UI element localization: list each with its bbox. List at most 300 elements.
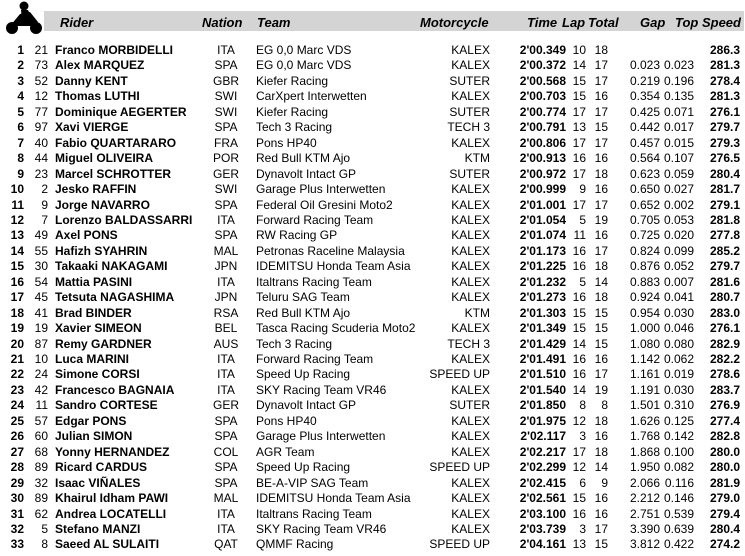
table-row xyxy=(0,259,745,274)
lap-time-cell: 2'00.568 xyxy=(519,73,566,88)
rider-name-cell: Hafizh SYAHRIN xyxy=(55,243,148,258)
nation-cell: ITA xyxy=(217,382,235,397)
rider-number-cell: 62 xyxy=(34,506,48,521)
lap-cell: 16 xyxy=(572,506,586,521)
rider-number-cell: 41 xyxy=(34,305,48,320)
lap-cell: 15 xyxy=(572,305,586,320)
lap-cell: 10 xyxy=(572,43,586,57)
gap-to-first-cell: 0.457 xyxy=(629,135,660,150)
table-row xyxy=(0,460,745,475)
header-motorcycle: Motorcycle xyxy=(420,15,489,30)
rider-name-cell: Xavi VIERGE xyxy=(55,120,129,135)
lap-time-cell: 2'02.217 xyxy=(519,444,566,459)
gap-to-previous-cell: 0.041 xyxy=(663,290,694,305)
top-speed-cell: 278.6 xyxy=(709,367,740,382)
top-speed-cell: 280.4 xyxy=(709,166,740,181)
top-speed-cell: 279.7 xyxy=(709,259,740,274)
team-cell: Garage Plus Interwetten xyxy=(256,429,386,444)
lap-time-cell: 2'00.703 xyxy=(519,89,566,104)
nation-cell: POR xyxy=(212,151,239,166)
top-speed-cell: 277.8 xyxy=(709,228,740,243)
position-cell: 7 xyxy=(17,135,24,150)
lap-cell: 17 xyxy=(572,197,586,212)
position-cell: 8 xyxy=(17,151,24,166)
nation-cell: ITA xyxy=(217,367,235,382)
rider-name-cell: Saeed AL SULAITI xyxy=(55,537,160,552)
gap-to-first-cell: 0.725 xyxy=(629,228,660,243)
position-cell: 6 xyxy=(17,120,24,135)
gap-to-first-cell: 1.768 xyxy=(629,429,660,444)
position-cell: 3 xyxy=(17,73,24,88)
nation-cell: ITA xyxy=(217,43,235,57)
gap-to-first-cell: 3.390 xyxy=(629,521,660,536)
gap-to-first-cell: 0.705 xyxy=(629,212,660,227)
motorcycle-cell: SUTER xyxy=(449,73,490,88)
rider-name-cell: Lorenzo BALDASSARRI xyxy=(55,212,193,227)
top-speed-cell: 282.2 xyxy=(709,352,740,366)
motorcycle-cell: TECH 3 xyxy=(447,336,490,351)
total-laps-cell: 17 xyxy=(594,104,608,119)
rider-name-cell: Andrea LOCATELLI xyxy=(55,506,167,521)
team-cell: Forward Racing Team xyxy=(256,352,374,366)
position-cell: 17 xyxy=(10,290,24,305)
gap-to-first-cell: 1.000 xyxy=(629,321,660,336)
gap-to-first-cell: 2.212 xyxy=(629,491,660,506)
position-cell: 2 xyxy=(17,58,24,73)
rider-number-cell: 87 xyxy=(34,336,48,351)
lap-cell: 13 xyxy=(572,537,586,552)
lap-cell: 17 xyxy=(572,104,586,119)
lap-time-cell: 2'01.054 xyxy=(519,212,566,227)
team-cell: BE-A-VIP SAG Team xyxy=(256,475,369,490)
nation-cell: SPA xyxy=(214,413,238,428)
gap-to-first-cell: 0.564 xyxy=(629,151,660,166)
rider-number-cell: 60 xyxy=(34,429,48,444)
lap-time-cell: 2'01.429 xyxy=(519,336,566,351)
gap-to-first-cell: 0.883 xyxy=(629,274,660,289)
table-row xyxy=(0,120,745,135)
rider-number-cell: 77 xyxy=(34,104,48,119)
motorcycle-cell: KALEX xyxy=(451,243,490,258)
table-row xyxy=(0,367,745,382)
total-laps-cell: 16 xyxy=(594,352,608,366)
nation-cell: ITA xyxy=(217,274,235,289)
table-row xyxy=(0,507,745,522)
gap-to-first-cell: 0.652 xyxy=(629,197,660,212)
lap-time-cell: 2'00.349 xyxy=(519,43,566,57)
header-total: Total xyxy=(588,15,619,30)
nation-cell: SPA xyxy=(214,58,238,73)
nation-cell: AUS xyxy=(213,336,239,351)
top-speed-cell: 279.1 xyxy=(709,197,740,212)
lap-cell: 3 xyxy=(579,521,586,536)
rider-name-cell: Fabio QUARTARARO xyxy=(55,135,177,150)
header-team: Team xyxy=(257,15,291,30)
rider-name-cell: Tetsuta NAGASHIMA xyxy=(55,290,175,305)
total-laps-cell: 17 xyxy=(594,243,608,258)
motorcycle-cell: KALEX xyxy=(451,521,490,536)
team-cell: SKY Racing Team VR46 xyxy=(256,382,387,397)
gap-to-previous-cell: 0.030 xyxy=(663,305,694,320)
total-laps-cell: 16 xyxy=(594,228,608,243)
rider-number-cell: 54 xyxy=(34,274,48,289)
lap-time-cell: 2'00.372 xyxy=(519,58,566,73)
team-cell: Speed Up Racing xyxy=(256,367,351,382)
gap-to-previous-cell: 0.059 xyxy=(663,166,694,181)
gap-to-first-cell: 2.751 xyxy=(629,506,660,521)
lap-cell: 17 xyxy=(572,444,586,459)
gap-to-first-cell: 1.868 xyxy=(629,444,660,459)
lap-time-cell: 2'00.972 xyxy=(519,166,566,181)
gap-to-previous-cell: 0.071 xyxy=(663,104,694,119)
gap-to-first-cell: 0.650 xyxy=(629,182,660,197)
motorcycle-cell: KALEX xyxy=(451,382,490,397)
rider-name-cell: Franco MORBIDELLI xyxy=(55,43,174,57)
gap-to-previous-cell: 0.052 xyxy=(663,259,694,274)
total-laps-cell: 14 xyxy=(594,460,608,475)
top-speed-cell: 277.4 xyxy=(709,413,740,428)
position-cell: 24 xyxy=(10,398,24,413)
top-speed-cell: 281.3 xyxy=(709,58,740,73)
team-cell: Kiefer Racing xyxy=(256,104,329,119)
team-cell: Italtrans Racing Team xyxy=(256,274,372,289)
team-cell: EG 0,0 Marc VDS xyxy=(256,58,352,73)
table-row xyxy=(0,182,745,197)
table-row xyxy=(0,414,745,429)
top-speed-cell: 279.3 xyxy=(709,135,740,150)
lap-time-cell: 2'01.074 xyxy=(519,228,566,243)
team-cell: SKY Racing Team VR46 xyxy=(256,521,387,536)
rider-name-cell: Thomas LUTHI xyxy=(55,89,140,104)
gap-to-previous-cell: 0.023 xyxy=(663,58,694,73)
table-row xyxy=(0,198,745,213)
rider-name-cell: Axel PONS xyxy=(55,228,118,243)
gap-to-previous-cell: 0.125 xyxy=(663,413,694,428)
table-row xyxy=(0,105,745,120)
table-row xyxy=(0,476,745,491)
position-cell: 13 xyxy=(10,228,24,243)
total-laps-cell: 16 xyxy=(594,429,608,444)
team-cell: IDEMITSU Honda Team Asia xyxy=(256,491,411,506)
table-row xyxy=(0,43,745,58)
rider-number-cell: 9 xyxy=(41,197,48,212)
table-row xyxy=(0,522,745,537)
gap-to-first-cell: 1.161 xyxy=(629,367,660,382)
nation-cell: GBR xyxy=(212,73,239,88)
total-laps-cell: 18 xyxy=(594,444,608,459)
motorcycle-rider-icon xyxy=(2,0,46,36)
lap-cell: 15 xyxy=(572,321,586,336)
motorcycle-cell: KALEX xyxy=(451,352,490,366)
gap-to-previous-cell: 0.027 xyxy=(663,182,694,197)
top-speed-cell: 281.9 xyxy=(709,475,740,490)
gap-to-first-cell: 0.924 xyxy=(629,290,660,305)
top-speed-cell: 281.7 xyxy=(709,182,740,197)
position-cell: 30 xyxy=(10,491,24,506)
rider-number-cell: 52 xyxy=(34,73,48,88)
top-speed-cell: 280.0 xyxy=(709,444,740,459)
header-bar xyxy=(44,11,744,31)
lap-cell: 5 xyxy=(579,212,586,227)
total-laps-cell: 17 xyxy=(594,58,608,73)
top-speed-cell: 279.4 xyxy=(709,506,740,521)
total-laps-cell: 18 xyxy=(594,43,608,57)
team-cell: Teluru SAG Team xyxy=(256,290,350,305)
lap-cell: 16 xyxy=(572,367,586,382)
motorcycle-cell: KALEX xyxy=(451,58,490,73)
motorcycle-cell: KTM xyxy=(464,305,490,320)
gap-to-previous-cell: 0.017 xyxy=(663,120,694,135)
nation-cell: SPA xyxy=(214,475,238,490)
lap-cell: 11 xyxy=(573,228,586,243)
team-cell: IDEMITSU Honda Team Asia xyxy=(256,259,411,274)
position-cell: 14 xyxy=(10,243,24,258)
lap-time-cell: 2'01.001 xyxy=(519,197,566,212)
header-time: Time xyxy=(527,15,558,30)
total-laps-cell: 8 xyxy=(601,398,608,413)
gap-to-first-cell: 0.023 xyxy=(629,58,660,73)
lap-time-cell: 2'00.774 xyxy=(519,104,566,119)
table-row xyxy=(0,89,745,104)
top-speed-cell: 279.7 xyxy=(709,120,740,135)
rider-number-cell: 19 xyxy=(34,321,48,336)
gap-to-previous-cell: 0.007 xyxy=(663,274,694,289)
rider-number-cell: 11 xyxy=(35,398,48,413)
lap-cell: 12 xyxy=(572,460,586,475)
rider-number-cell: 68 xyxy=(34,444,48,459)
lap-cell: 12 xyxy=(572,413,586,428)
gap-to-previous-cell: 0.080 xyxy=(663,336,694,351)
rider-name-cell: Miguel OLIVEIRA xyxy=(55,151,154,166)
motorcycle-cell: KALEX xyxy=(451,475,490,490)
top-speed-cell: 276.1 xyxy=(709,104,740,119)
total-laps-cell: 17 xyxy=(594,521,608,536)
total-laps-cell: 14 xyxy=(594,274,608,289)
position-cell: 27 xyxy=(10,444,24,459)
position-cell: 19 xyxy=(10,321,24,336)
rider-name-cell: Takaaki NAKAGAMI xyxy=(55,259,168,274)
lap-time-cell: 2'00.791 xyxy=(519,120,566,135)
lap-cell: 6 xyxy=(579,475,586,490)
nation-cell: SPA xyxy=(214,228,238,243)
total-laps-cell: 15 xyxy=(594,305,608,320)
rider-number-cell: 89 xyxy=(34,460,48,475)
motorcycle-cell: SPEED UP xyxy=(429,537,490,552)
nation-cell: ITA xyxy=(217,521,235,536)
rider-name-cell: Edgar PONS xyxy=(55,413,127,428)
header-top-speed: Top Speed xyxy=(675,15,741,30)
gap-to-previous-cell: 0.100 xyxy=(663,444,694,459)
rider-name-cell: Jorge NAVARRO xyxy=(55,197,150,212)
rider-number-cell: 23 xyxy=(34,166,48,181)
rider-number-cell: 89 xyxy=(34,491,48,506)
gap-to-first-cell: 2.066 xyxy=(629,475,660,490)
top-speed-cell: 276.1 xyxy=(709,321,740,336)
gap-to-previous-cell: 0.002 xyxy=(663,197,694,212)
rider-name-cell: Marcel SCHROTTER xyxy=(55,166,172,181)
total-laps-cell: 16 xyxy=(594,89,608,104)
gap-to-previous-cell: 0.030 xyxy=(663,382,694,397)
motorcycle-cell: KALEX xyxy=(451,429,490,444)
gap-to-previous-cell: 0.019 xyxy=(663,367,694,382)
lap-time-cell: 2'01.273 xyxy=(519,290,566,305)
header-lap: Lap xyxy=(562,15,586,30)
lap-cell: 8 xyxy=(579,398,586,413)
lap-time-cell: 2'01.225 xyxy=(519,259,566,274)
rider-name-cell: Isaac VIÑALES xyxy=(55,475,141,490)
lap-cell: 17 xyxy=(572,135,586,150)
rider-number-cell: 7 xyxy=(41,212,48,227)
position-cell: 20 xyxy=(10,336,24,351)
nation-cell: SWI xyxy=(214,182,238,197)
table-row xyxy=(0,306,745,321)
gap-to-previous-cell: 0.107 xyxy=(663,151,694,166)
motorcycle-cell: KALEX xyxy=(451,89,490,104)
motorcycle-cell: TECH 3 xyxy=(447,120,490,135)
top-speed-cell: 283.7 xyxy=(709,382,740,397)
rider-number-cell: 30 xyxy=(34,259,48,274)
motorcycle-cell: KALEX xyxy=(451,506,490,521)
rider-number-cell: 32 xyxy=(34,475,48,490)
lap-cell: 3 xyxy=(579,429,586,444)
lap-time-cell: 2'03.100 xyxy=(519,506,566,521)
motorcycle-cell: KALEX xyxy=(451,135,490,150)
lap-time-cell: 2'01.491 xyxy=(519,352,566,366)
top-speed-cell: 283.0 xyxy=(709,305,740,320)
team-cell: Pons HP40 xyxy=(256,135,317,150)
motorcycle-cell: SPEED UP xyxy=(429,460,490,475)
rider-name-cell: Xavier SIMEON xyxy=(55,321,142,336)
rider-number-cell: 21 xyxy=(34,43,48,57)
top-speed-cell: 276.9 xyxy=(709,398,740,413)
nation-cell: BEL xyxy=(214,321,238,336)
nation-cell: GER xyxy=(212,398,239,413)
nation-cell: RSA xyxy=(213,305,239,320)
gap-to-previous-cell: 0.099 xyxy=(663,243,694,258)
top-speed-cell: 280.4 xyxy=(709,521,740,536)
nation-cell: MAL xyxy=(213,243,239,258)
rider-number-cell: 42 xyxy=(34,382,48,397)
total-laps-cell: 16 xyxy=(594,506,608,521)
team-cell: Federal Oil Gresini Moto2 xyxy=(256,197,393,212)
position-cell: 25 xyxy=(10,413,24,428)
nation-cell: SWI xyxy=(214,104,238,119)
rider-name-cell: Brad BINDER xyxy=(55,305,132,320)
lap-cell: 16 xyxy=(572,352,586,366)
nation-cell: SWI xyxy=(214,89,238,104)
nation-cell: SPA xyxy=(214,460,238,475)
gap-to-first-cell: 1.501 xyxy=(629,398,660,413)
table-row xyxy=(0,383,745,398)
team-cell: Speed Up Racing xyxy=(256,460,351,475)
motorcycle-cell: SUTER xyxy=(449,166,490,181)
table-row xyxy=(0,58,745,73)
rider-name-cell: Danny KENT xyxy=(55,73,128,88)
nation-cell: ITA xyxy=(217,506,235,521)
top-speed-cell: 282.8 xyxy=(709,429,740,444)
team-cell: Dynavolt Intact GP xyxy=(256,166,357,181)
position-cell: 10 xyxy=(10,182,24,197)
total-laps-cell: 15 xyxy=(594,537,608,552)
table-row xyxy=(0,491,745,506)
top-speed-cell: 286.3 xyxy=(709,43,740,57)
gap-to-first-cell: 1.626 xyxy=(629,413,660,428)
total-laps-cell: 17 xyxy=(594,73,608,88)
position-cell: 23 xyxy=(10,382,24,397)
lap-time-cell: 2'01.540 xyxy=(519,382,566,397)
lap-time-cell: 2'04.161 xyxy=(519,537,566,552)
motorcycle-cell: KALEX xyxy=(451,43,490,57)
total-laps-cell: 15 xyxy=(594,321,608,336)
lap-cell: 14 xyxy=(572,58,586,73)
table-row xyxy=(0,352,745,367)
top-speed-cell: 285.2 xyxy=(709,243,740,258)
total-laps-cell: 18 xyxy=(594,259,608,274)
table-row xyxy=(0,213,745,228)
rider-name-cell: Stefano MANZI xyxy=(55,521,141,536)
total-laps-cell: 19 xyxy=(594,212,608,227)
motorcycle-cell: KALEX xyxy=(451,491,490,506)
top-speed-cell: 276.5 xyxy=(709,151,740,166)
lap-cell: 16 xyxy=(572,290,586,305)
lap-cell: 15 xyxy=(572,73,586,88)
position-cell: 29 xyxy=(10,475,24,490)
gap-to-previous-cell: 0.196 xyxy=(663,73,694,88)
motorcycle-cell: KALEX xyxy=(451,444,490,459)
rider-number-cell: 55 xyxy=(34,243,48,258)
nation-cell: JPN xyxy=(214,290,238,305)
gap-to-previous-cell: 0.082 xyxy=(663,460,694,475)
nation-cell: GER xyxy=(212,166,239,181)
team-cell: Italtrans Racing Team xyxy=(256,506,372,521)
lap-time-cell: 2'01.850 xyxy=(519,398,566,413)
gap-to-first-cell: 1.191 xyxy=(629,382,660,397)
lap-cell: 17 xyxy=(572,166,586,181)
gap-to-first-cell: 0.876 xyxy=(629,259,660,274)
team-cell: Dynavolt Intact GP xyxy=(256,398,357,413)
rider-number-cell: 8 xyxy=(41,537,48,552)
nation-cell: SPA xyxy=(214,429,238,444)
table-row xyxy=(0,167,745,182)
total-laps-cell: 17 xyxy=(594,135,608,150)
rider-number-cell: 24 xyxy=(34,367,48,382)
team-cell: Red Bull KTM Ajo xyxy=(256,151,351,166)
lap-time-cell: 2'00.806 xyxy=(519,135,566,150)
gap-to-first-cell: 1.950 xyxy=(629,460,660,475)
gap-to-previous-cell: 0.639 xyxy=(663,521,694,536)
motorcycle-cell: KALEX xyxy=(451,182,490,197)
gap-to-first-cell: 1.080 xyxy=(629,336,660,351)
gap-to-previous-cell: 0.116 xyxy=(664,475,694,490)
team-cell: Tech 3 Racing xyxy=(256,336,333,351)
top-speed-cell: 279.0 xyxy=(709,491,740,506)
nation-cell: QAT xyxy=(214,537,238,552)
total-laps-cell: 9 xyxy=(601,475,608,490)
gap-to-first-cell: 1.142 xyxy=(629,352,660,366)
total-laps-cell: 15 xyxy=(594,120,608,135)
team-cell: QMMF Racing xyxy=(256,537,334,552)
motorcycle-cell: KALEX xyxy=(451,290,490,305)
rider-name-cell: Julian SIMON xyxy=(55,429,133,444)
lap-time-cell: 2'01.510 xyxy=(519,367,566,382)
table-row xyxy=(0,321,745,336)
lap-time-cell: 2'01.232 xyxy=(519,274,566,289)
top-speed-cell: 280.0 xyxy=(709,460,740,475)
rider-number-cell: 49 xyxy=(34,228,48,243)
rider-name-cell: Alex MARQUEZ xyxy=(55,58,145,73)
motorcycle-cell: KALEX xyxy=(451,228,490,243)
rider-name-cell: Jesko RAFFIN xyxy=(55,182,137,197)
